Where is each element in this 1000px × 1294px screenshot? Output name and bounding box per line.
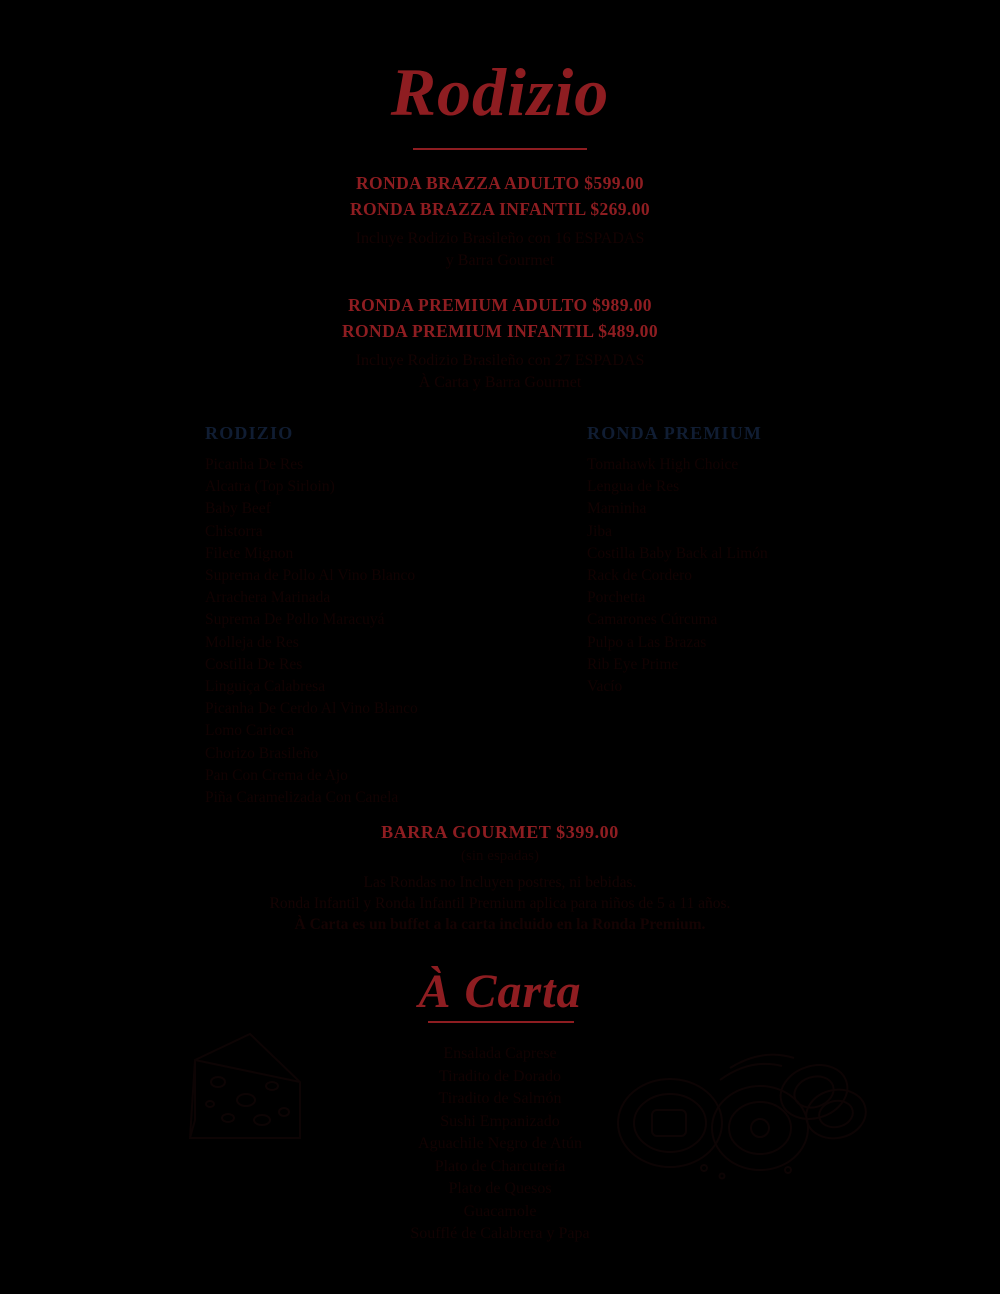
list-item: Camarones Cúrcuma [587,611,718,629]
list-item: Porchetta [587,589,646,607]
list-item: Rib Eye Prime [587,655,679,673]
list-item: Tiradito de Dorado [438,1067,562,1085]
list-item: Plato de Quesos [448,1180,552,1197]
list-item: Aguachile Negro de Atún [418,1135,582,1152]
list-item: Guacamole [463,1202,537,1220]
ronda-premium-description [0,350,1000,394]
list-item: Plato de Charcutería [434,1157,566,1175]
list-item: Costilla De Res [205,655,303,673]
note-line: Las Rondas no Incluyen postres, ni bebidas. [363,874,637,891]
list-item: Suprema de Pollo Al Vino Blanco [205,567,416,585]
ronda-premium-adulto-price: RONDA PREMIUM ADULTO $989.00 [348,295,652,315]
list-item: Costilla Baby Back al Limón [587,544,768,562]
list-item: Ensalada Caprese [443,1045,557,1062]
list-item: Arrachera Marinada [205,589,331,607]
brazza-desc-line-1: Incluye Rodizio Brasileño con 16 ESPADAS [355,230,645,247]
ronda-premium-item-list [587,454,957,698]
acarta-item-list [0,1043,1000,1246]
ronda-brazza-description [0,228,1000,272]
ronda-brazza-infantil-price: RONDA BRAZZA INFANTIL $269.00 [349,199,651,219]
list-item: Molleja de Res [205,633,299,651]
list-item: Baby Beef [205,500,271,518]
list-item: Picanha De Cerdo Al Vino Blanco [205,700,418,718]
ronda-premium-column [587,423,957,698]
ronda-premium-infantil-price: RONDA PREMIUM INFANTIL $489.00 [342,321,658,341]
note-line: Ronda Infantil y Ronda Infantil Premium aplica para niños de 5 a 11 años. [269,895,731,912]
ronda-brazza-block [0,170,1000,222]
list-item: Sushi Empanizado [440,1112,560,1130]
list-item: Picanha De Res [205,456,304,473]
rodizio-column [205,423,575,809]
list-item: Pulpo a Las Brazas [587,633,707,651]
list-item: Alcatra (Top Sirloin) [205,478,335,496]
list-item: Tiradito de Salmón [438,1090,562,1107]
list-item: Filete Mignon [205,544,294,562]
list-item: Vacío [587,678,623,696]
barra-gourmet-title: BARRA GOURMET $399.00 [381,822,619,842]
barra-gourmet-subtitle: (sin espadas) [461,848,539,864]
list-item: Tomahawk High Choice [587,456,739,473]
title-divider [413,148,587,150]
list-item: Jiba [587,522,612,540]
list-item: Suprema De Pollo Maracuyá [205,611,385,629]
list-item: Chistorra [205,522,263,540]
list-item: Piña Caramelizada Con Canela [205,789,399,807]
note-line: À Carta es un buffet a la carta incluido en la Ronda Premium. [294,916,706,933]
list-item: Lomo Carioca [205,722,295,740]
rodizio-item-list [205,454,575,809]
list-item: Soufflé de Calabrera y Papa [410,1225,590,1242]
ronda-brazza-adulto-price: RONDA BRAZZA ADULTO $599.00 [356,173,644,193]
ronda-premium-column-heading: RONDA PREMIUM [587,423,763,443]
list-item: Pan Con Crema de Ajo [205,766,348,784]
list-item: Maminha [587,500,647,518]
premium-desc-line-2: À Carta y Barra Gourmet [418,374,582,391]
premium-desc-line-1: Incluye Rodizio Brasileño con 27 ESPADAS [355,352,645,369]
acarta-title-divider [428,1021,574,1023]
list-item: Lengua de Res [587,478,680,496]
page-title-acarta: À Carta [418,965,582,1018]
rodizio-column-heading: RODIZIO [205,423,294,443]
list-item: Linguiça Calabresa [205,678,326,696]
brazza-desc-line-2: y Barra Gourmet [445,252,555,269]
menu-notes [0,872,1000,935]
list-item: Chorizo Brasileño [205,744,319,762]
list-item: Rack de Cordero [587,567,693,585]
page-title-rodizio: Rodizio [390,54,610,130]
ronda-premium-block [0,292,1000,344]
